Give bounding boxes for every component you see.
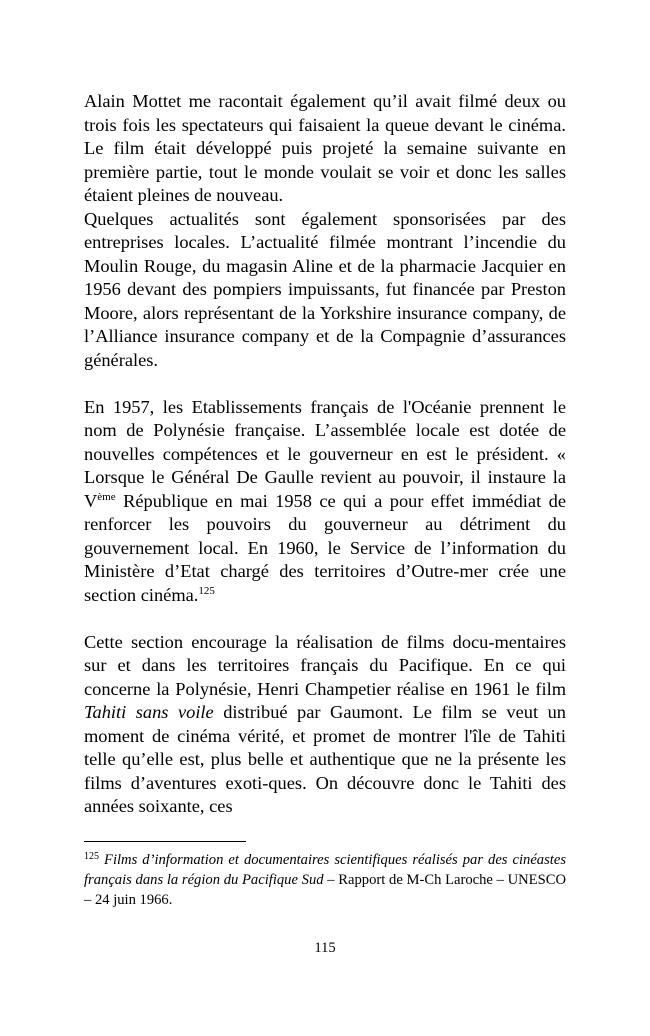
paragraph-gap (84, 372, 566, 396)
paragraph-4-part-2: distribué par Gaumont. Le film se veut un moment de cinéma vérité, et promet de montrer l'île de Tahiti telle qu’elle est, plus belle et authentique que ne la présente les films d’aventures exoti-ques. On découvre donc le Tahiti des années soixante, ces (84, 702, 566, 816)
footnote (84, 850, 566, 910)
page-number: 115 (314, 940, 336, 956)
footnote-source: – Rapport de M-Ch Laroche – UNESCO – 24 juin 1966. (84, 872, 566, 908)
paragraph-3-part-2: République en mai 1958 ce qui a pour effet immédiat de renforcer les pouvoirs du gouverneur au détriment du gouvernement local. En 1960, le Service de l’information du Ministère d’Etat chargé des territoires d’Outre-mer crée une section cinéma. (84, 490, 566, 605)
footnote-title: Films d’information et documentaires scientifiques réalisés par des cinéastes français dans la région du Pacifique Sud (84, 852, 566, 888)
paragraph-1: Alain Mottet me racontait également qu’il avait filmé deux ou trois fois les spectateurs qui faisaient la queue devant le cinéma. Le film était développé puis projeté la semaine suivante en première partie, tout le monde voulait se voir et donc les salles étaient pleines de nouveau. (84, 91, 566, 205)
paragraph-3-part-1: En 1957, les Etablissements français de l'Océanie prennent le nom de Polynésie française. L’assemblée locale est dotée de nouvelles compétences et le gouverneur en est le président. « Lorsque le Général De Gaulle revient au pouvoir, il instaure la V (84, 396, 566, 511)
footnote-divider (84, 841, 246, 842)
paragraph-2: Quelques actualités sont également sponsorisées par des entreprises locales. L’actualité filmée montrant l’incendie du Moulin Rouge, du magasin Aline et de la pharmacie Jacquier en 1956 devant des pompiers impuissants, fut financée par Preston Moore, alors représentant de la Yorkshire insurance company, de l’Alliance insurance company et de la Compagnie d’assurances générales. (84, 208, 566, 370)
film-title: Tahiti sans voile (84, 702, 214, 722)
footnote-reference: 125 (198, 584, 215, 597)
paragraph-3 (84, 396, 566, 608)
paragraph-4 (84, 631, 566, 819)
body-text (84, 90, 566, 819)
paragraph-4-part-1: Cette section encourage la réalisation de films docu-mentaires sur et dans les territoires français du Pacifique. En ce qui concerne la Polynésie, Henri Champetier réalise en 1961 le film (84, 631, 566, 699)
paragraph-gap (84, 607, 566, 631)
footnote-number: 125 (84, 851, 99, 862)
superscript-eme: ème (97, 490, 116, 503)
